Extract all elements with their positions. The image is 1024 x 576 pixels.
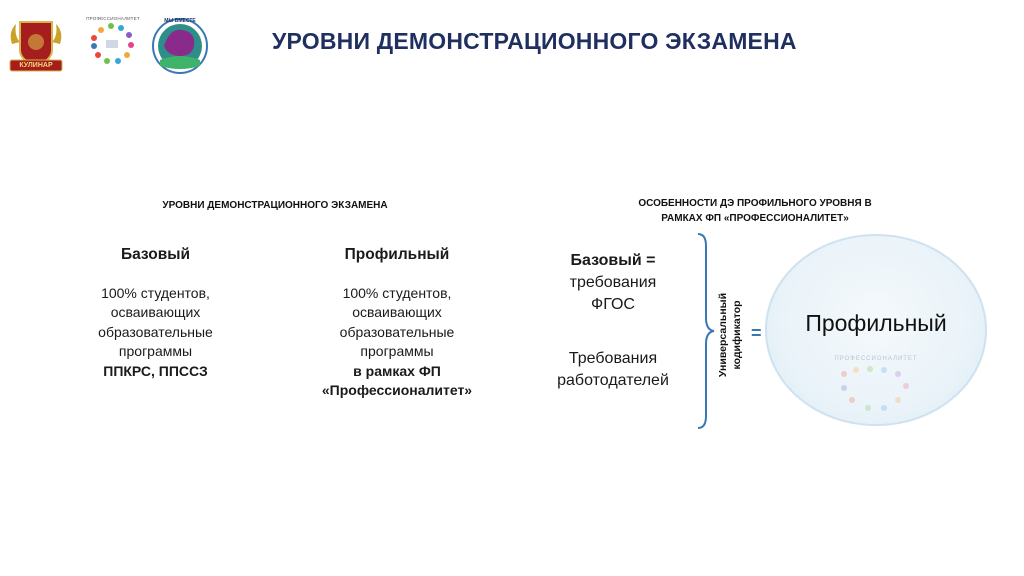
right-subtitle-line-2: РАМКАХ ФП «ПРОФЕССИОНАЛИТЕТ» — [661, 213, 849, 224]
base-requirements-line-2: ФГОС — [591, 296, 635, 313]
profile-level-heading: Профильный — [344, 246, 450, 263]
my-vmeste-logo-text: МЫ ВМЕСТЕ — [164, 18, 196, 24]
profile-level-line-3: образовательные — [339, 323, 455, 340]
profile-level-line-2: осваивающих — [352, 304, 442, 320]
employer-requirements — [540, 348, 686, 392]
page-title: УРОВНИ ДЕМОНСТРАЦИОННОГО ЭКЗАМЕНА — [272, 28, 797, 54]
profile-level-bold-1: в рамках ФП — [353, 362, 441, 379]
curly-brace — [694, 232, 716, 430]
circle-watermark: ПРОФЕССИОНАЛИТЕТ — [834, 356, 918, 362]
right-subtitle — [600, 196, 910, 226]
profile-level-bold-2: «Профессионалитет» — [321, 382, 473, 398]
base-level-line-1: 100% студентов, — [101, 284, 210, 301]
profile-level-card — [298, 245, 496, 401]
base-level-line-3: образовательные — [98, 323, 213, 340]
employer-requirements-line-2: работодателей — [557, 372, 669, 389]
employer-requirements-line-1: Требования — [568, 350, 658, 367]
profile-level-line-1: 100% студентов, — [342, 284, 452, 301]
base-level-card — [82, 245, 229, 381]
kulinar-logo — [6, 16, 66, 74]
base-level-programs: ППКРС, ППССЗ — [103, 362, 208, 379]
universal-codifier-line-1: Универсальный — [717, 292, 729, 378]
my-vmeste-logo — [150, 16, 210, 76]
left-subtitle: УРОВНИ ДЕМОНСТРАЦИОННОГО ЭКЗАМЕНА — [162, 200, 388, 211]
professionalitet-logo — [84, 16, 142, 74]
base-level-heading: Базовый — [120, 246, 191, 263]
base-level-line-2: осваивающих — [110, 304, 201, 320]
base-requirements-heading: Базовый = — [570, 252, 656, 269]
base-level-line-4: программы — [118, 343, 193, 359]
profile-circle-label: Профильный — [805, 310, 947, 336]
equals-sign: = — [751, 323, 762, 343]
universal-codifier-line-2: кодификатор — [731, 300, 743, 370]
base-requirements-line-1: требования — [569, 274, 657, 291]
professionalitet-logo-text: ПРОФЕССИОНАЛИТЕТ — [86, 16, 140, 21]
base-requirements — [548, 250, 678, 316]
profile-level-line-4: программы — [360, 343, 434, 359]
circle-watermark-dots — [836, 366, 916, 416]
right-subtitle-line-1: ОСОБЕННОСТИ ДЭ ПРОФИЛЬНОГО УРОВНЯ В — [638, 198, 872, 209]
kulinar-logo-text: КУЛИНАР — [19, 62, 53, 69]
universal-codifier-label — [716, 285, 750, 385]
